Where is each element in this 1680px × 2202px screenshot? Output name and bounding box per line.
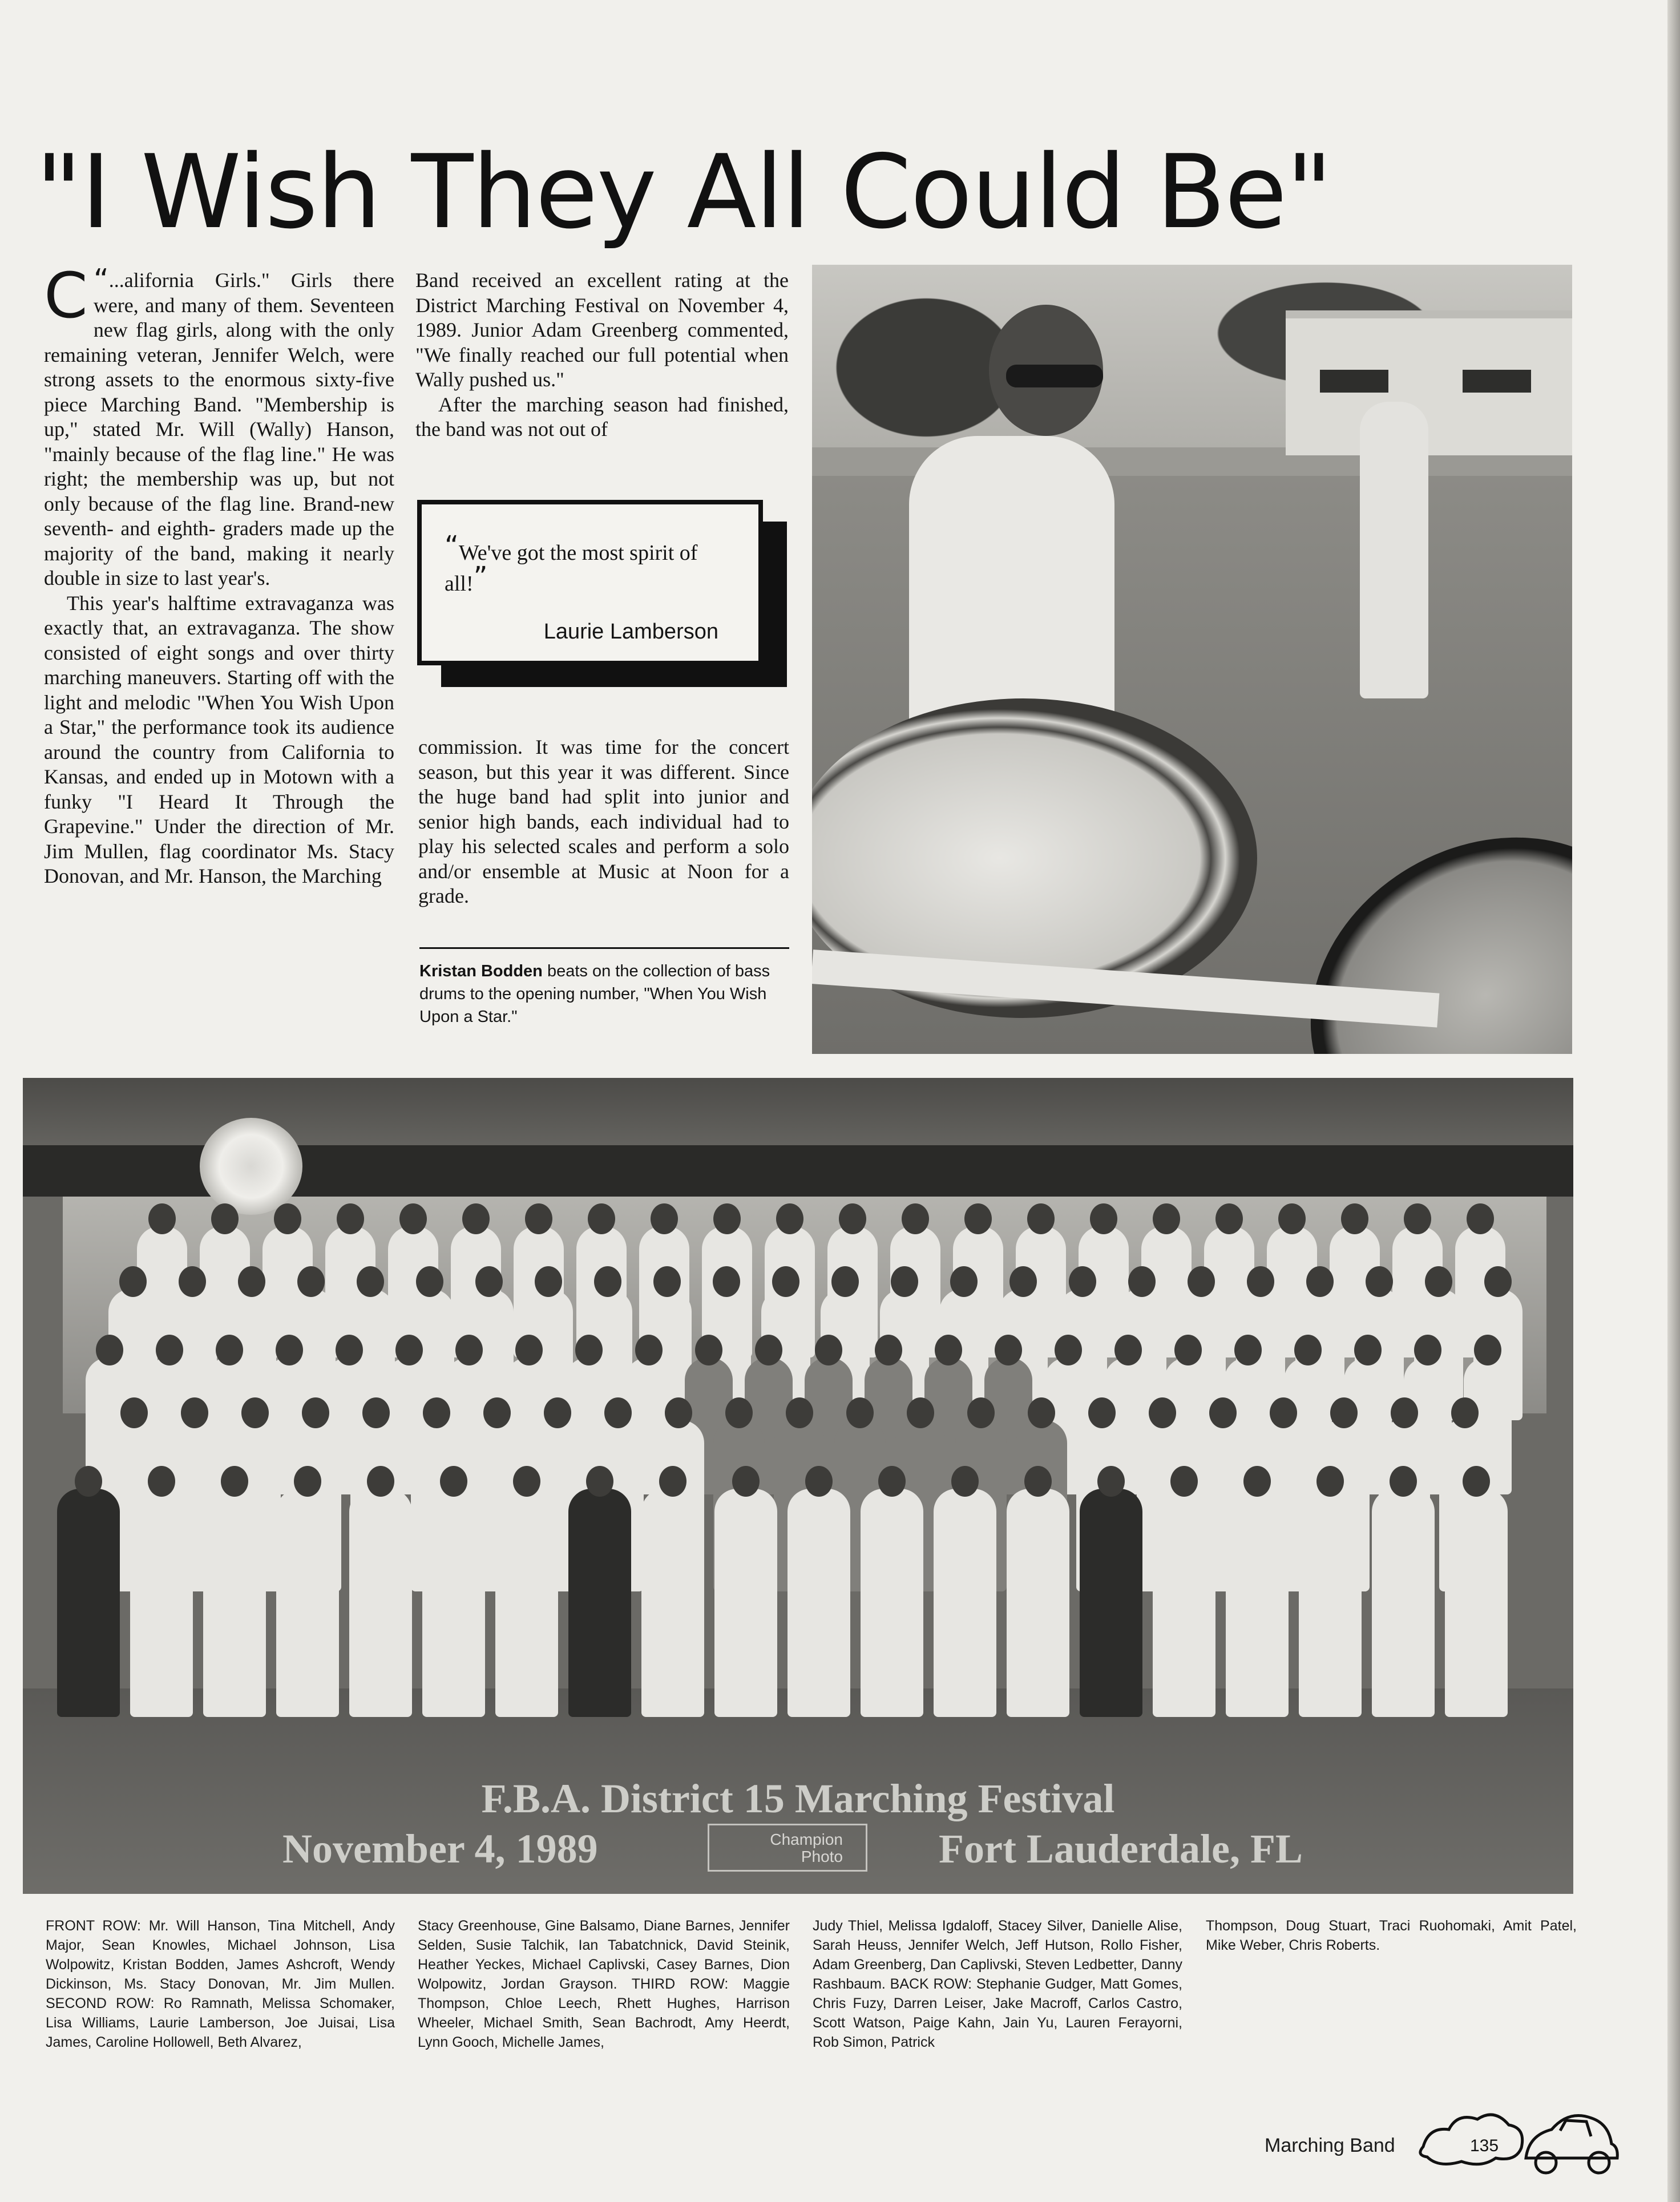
band-member-head — [755, 1335, 782, 1365]
car-and-cloud-icon — [1418, 2095, 1623, 2181]
band-member-head — [1097, 1466, 1125, 1497]
band-member-head — [1414, 1335, 1441, 1365]
article-paragraph-2: This year's halftime extravaganza was exactly that, an extravaganza. The show consisted of eight songs and over thirty marching maneuvers. Starting off with the light and melodic "When You Wish Upon a Star," the performance took its audience around the country from California to Kansas, and ended up in Motown with a funky "I Heard It Through the Grapevine." Under the direction of Mr. Jim Mullen, flag coordinator Ms. Stacy Donovan, and Mr. Hanson, the Marching — [44, 591, 394, 887]
article-paragraph-3: Band received an excellent rating at the District Marching Festival on November 4, 1989. Junior Adam Greenberg commented, "We finally reached our full potential when Wally pushed us." — [415, 269, 789, 391]
band-member-head — [653, 1266, 681, 1297]
band-member — [1372, 1489, 1435, 1717]
band-member-head — [805, 1466, 833, 1497]
band-member-head — [96, 1335, 123, 1365]
band-member-head — [950, 1266, 978, 1297]
band-member-head — [1391, 1397, 1418, 1428]
logo-line-2: Photo — [801, 1848, 843, 1865]
band-member-head — [1188, 1266, 1215, 1297]
band-member — [203, 1489, 266, 1717]
pullquote-text-wrap: “We've got the most spirit of all!” — [445, 530, 698, 596]
band-member-head — [535, 1266, 562, 1297]
band-member-head — [732, 1466, 760, 1497]
headline: "I Wish They All Could Be" — [35, 133, 1332, 251]
band-member — [934, 1489, 996, 1717]
band-member-head — [337, 1203, 364, 1234]
band-member — [641, 1489, 704, 1717]
band-member-head — [1278, 1203, 1306, 1234]
band-member-head — [878, 1466, 906, 1497]
band-member-head — [1484, 1266, 1512, 1297]
band-member-head — [1149, 1397, 1176, 1428]
band-member-head — [1024, 1466, 1052, 1497]
band-member-head — [525, 1203, 552, 1234]
pullquote-attribution: Laurie Lamberson — [543, 620, 718, 644]
band-member-head — [1069, 1266, 1096, 1297]
band-member-head — [586, 1466, 613, 1497]
band-member-head — [148, 1466, 175, 1497]
building — [1286, 310, 1572, 455]
band-member-head — [362, 1397, 390, 1428]
band-member-head — [1090, 1203, 1117, 1234]
bystander — [1360, 402, 1428, 698]
band-member-head — [75, 1466, 102, 1497]
caption-name: Kristan Bodden — [419, 962, 543, 980]
band-member-head — [336, 1335, 363, 1365]
band-member — [422, 1489, 485, 1717]
band-member — [57, 1489, 120, 1717]
band-member-head — [1153, 1203, 1180, 1234]
band-member-head — [1170, 1466, 1198, 1497]
band-member — [568, 1489, 631, 1717]
band-member-head — [659, 1466, 686, 1497]
page-number: 135 — [1470, 2136, 1499, 2155]
photo-place: Fort Lauderdale, FL — [939, 1826, 1303, 1872]
band-member-head — [772, 1266, 799, 1297]
band-member-head — [357, 1266, 384, 1297]
band-member-head — [891, 1266, 918, 1297]
band-member — [276, 1489, 339, 1717]
band-member-head — [1366, 1266, 1393, 1297]
band-member-head — [1247, 1266, 1274, 1297]
pullquote-text: We've got the most spirit of all! — [445, 541, 698, 596]
band-member-head — [575, 1335, 603, 1365]
article-column-2-continued — [418, 735, 789, 909]
band-member-head — [455, 1335, 483, 1365]
band-member-head — [588, 1203, 615, 1234]
band-member-head — [395, 1335, 423, 1365]
caption-text: beats on the collection of bass drums to the opening number, "When You Wish Upon a Star." — [419, 962, 770, 1026]
band-member-head — [902, 1203, 929, 1234]
band-member-head — [1316, 1466, 1344, 1497]
band-member-head — [294, 1466, 321, 1497]
band-member-head — [1467, 1203, 1494, 1234]
band-member-head — [776, 1203, 803, 1234]
band-member-head — [635, 1335, 663, 1365]
band-member-head — [1354, 1335, 1382, 1365]
sousaphone-bell — [200, 1118, 302, 1215]
names-column-2: Stacy Greenhouse, Gine Balsamo, Diane Barnes, Jennifer Selden, Susie Talchik, Ian Tabatchnick, David Steinik, Heather Yeckes, Michael Caplivski, Casey Barnes, Dion Wolpowitz, Jordan Grayson. THIRD ROW: Maggie Thompson, Chloe Leech, Rhett Hughes, Harrison Wheeler, Michael Smith, Sean Bachrodt, Amy Heerdt, Lynn Gooch, Michelle James, — [418, 1918, 790, 2050]
band-member-head — [935, 1335, 962, 1365]
article-paragraph-5: commission. It was time for the concert season, but this year it was different. Since the huge band had split into junior and senior high bands, each individual had to play his selected scales and perform a solo and/or ensemble at Music at Noon for a grade. — [418, 736, 789, 907]
band-member — [1007, 1489, 1069, 1717]
band-member-head — [1341, 1203, 1368, 1234]
band-member-head — [216, 1335, 243, 1365]
band-member-head — [1451, 1397, 1479, 1428]
band-member-head — [1463, 1466, 1490, 1497]
band-member-head — [211, 1203, 239, 1234]
band-member-head — [120, 1397, 148, 1428]
band-member-head — [1028, 1397, 1055, 1428]
article-paragraph-1: “... C alifornia Girls." Girls there were, and many of them. Seventeen new flag girls, along with the only remaining veteran, Jennifer Welch, were strong assets to the enormous sixty-five piece Marching Band. "Membership is up," stated Mr. Will (Wally) Hanson, "mainly because of the flag line." He was right; the membership was up, but not only because of the flag line. Brand-new seventh- and eighth- graders made up the majority of the band, making it nearly double in size to last year's. — [44, 259, 394, 589]
band-member-head — [1294, 1335, 1322, 1365]
names-column-4: Thompson, Doug Stuart, Traci Ruohomaki, Amit Patel, Mike Weber, Chris Roberts. — [1206, 1918, 1577, 1953]
band-member-head — [846, 1397, 874, 1428]
band-member — [495, 1489, 558, 1717]
band-member-head — [1390, 1466, 1417, 1497]
band-member-head — [1174, 1335, 1202, 1365]
band-member — [1299, 1489, 1362, 1717]
band-member-head — [951, 1466, 979, 1497]
pullquote-box — [417, 500, 763, 665]
names-column-3: Judy Thiel, Melissa Igdaloff, Stacey Silver, Danielle Alise, Sarah Heuss, Jennifer Welch, Jeff Hutson, Rollo Fisher, Adam Greenberg, Dan Caplivski, Steven Ledbetter, Danny Rashbaum. BACK ROW: Stephanie Gudger, Matt Gomes, Chris Fuzy, Darren Leiser, Jake Macroff, Carlos Castro, Scott Watson, Paige Kahn, Jain Yu, Lauren Ferayorni, Rob Simon, Patrick — [813, 1918, 1182, 2050]
band-member-head — [221, 1466, 248, 1497]
band-member-head — [967, 1397, 995, 1428]
logo-line-1: Champion — [770, 1831, 843, 1848]
band-member-head — [399, 1203, 427, 1234]
band-member — [861, 1489, 923, 1717]
band-member — [1226, 1489, 1289, 1717]
band-member-head — [513, 1466, 540, 1497]
band-member-head — [367, 1466, 394, 1497]
band-member-head — [725, 1397, 753, 1428]
band-member-head — [423, 1397, 450, 1428]
band-member-head — [1088, 1397, 1116, 1428]
band-member-head — [274, 1203, 301, 1234]
band-member — [788, 1489, 850, 1717]
band-member — [1153, 1489, 1215, 1717]
band-member-head — [515, 1335, 543, 1365]
band-member-head — [1114, 1335, 1142, 1365]
band-member-head — [544, 1397, 571, 1428]
band-member-head — [1234, 1335, 1262, 1365]
band-member-head — [964, 1203, 992, 1234]
band-member-head — [1425, 1266, 1452, 1297]
band-member-head — [651, 1203, 678, 1234]
band-member-head — [713, 1203, 741, 1234]
band-member-head — [604, 1397, 632, 1428]
band-member — [130, 1489, 193, 1717]
band-member-head — [1215, 1203, 1243, 1234]
band-member-head — [665, 1397, 692, 1428]
band-member-head — [1209, 1397, 1237, 1428]
band-member-head — [241, 1397, 269, 1428]
band-member-head — [594, 1266, 621, 1297]
band-member-head — [786, 1397, 813, 1428]
footer-section-label: Marching Band — [1265, 2135, 1395, 2156]
band-member-head — [276, 1335, 303, 1365]
band-member-head — [1243, 1466, 1271, 1497]
band-member-head — [475, 1266, 503, 1297]
photo-title: F.B.A. District 15 Marching Festival — [481, 1776, 1115, 1821]
photo-date: November 4, 1989 — [282, 1826, 598, 1872]
band-member-head — [1027, 1203, 1055, 1234]
band-member-head — [713, 1266, 740, 1297]
band-member-head — [462, 1203, 490, 1234]
page-edge — [1667, 0, 1680, 2202]
band-member-head — [831, 1266, 859, 1297]
drop-cap: C — [44, 259, 88, 332]
band-member-head — [907, 1397, 934, 1428]
band-member-head — [875, 1335, 902, 1365]
band-member-head — [416, 1266, 443, 1297]
band-group-photo — [23, 1078, 1573, 1894]
article-paragraph-1-text: alifornia Girls." Girls there were, and many of them. Seventeen new flag girls, along with the only remaining veteran, Jennifer Welch, were strong assets to the enormous sixty-five piece Marching Band. "Membership is up," stated Mr. Will (Wally) Hanson, "mainly because of the flag line." He was right; the membership was up, but not only because of the flag line. Brand-new seventh- and eighth- graders made up the majority of the band, making it nearly double in size to last year's. — [44, 269, 394, 589]
photographer-logo — [708, 1824, 867, 1872]
band-member-head — [1306, 1266, 1334, 1297]
article-column-1 — [44, 259, 394, 889]
band-member — [349, 1489, 412, 1717]
article-lead-ellipsis: ... — [108, 269, 124, 292]
names-column-1: FRONT ROW: Mr. Will Hanson, Tina Mitchell, Andy Major, Sean Knowles, Michael Johnson, Lisa Wolpowitz, Kristan Bodden, James Ashcroft, Wendy Dickinson, Ms. Stacy Donovan, Mr. Jim Mullen. SECOND ROW: Ro Ramnath, Melissa Schomaker, Lisa Williams, Laurie Lamberson, Joe Juisai, Lisa James, Caroline Hollowell, Beth Alvarez, — [46, 1918, 395, 2050]
band-member-head — [297, 1266, 325, 1297]
article-paragraph-4: After the marching season had finished, the band was not out of — [415, 393, 789, 441]
band-member-head — [302, 1397, 329, 1428]
band-member-head — [483, 1397, 511, 1428]
band-member-head — [440, 1466, 467, 1497]
article-column-2 — [415, 268, 789, 442]
band-member — [714, 1489, 777, 1717]
band-member-head — [1404, 1203, 1431, 1234]
band-member-head — [1055, 1335, 1082, 1365]
band-member-head — [1474, 1335, 1501, 1365]
band-member-head — [815, 1335, 842, 1365]
band-member-head — [1128, 1266, 1156, 1297]
band-member-head — [1330, 1397, 1358, 1428]
drummer-photo — [812, 265, 1572, 1054]
caption-divider — [419, 947, 789, 949]
band-member-head — [179, 1266, 206, 1297]
band-member-head — [1270, 1397, 1297, 1428]
band-member-head — [238, 1266, 265, 1297]
band-member — [1445, 1489, 1508, 1717]
band-member-head — [1009, 1266, 1037, 1297]
band-member-head — [695, 1335, 722, 1365]
band-member-head — [148, 1203, 176, 1234]
band-member-head — [839, 1203, 866, 1234]
sunglasses — [1006, 365, 1103, 387]
drum-photo-caption — [419, 960, 791, 1028]
band-member-head — [156, 1335, 183, 1365]
band-member-head — [181, 1397, 208, 1428]
band-member-head — [995, 1335, 1022, 1365]
band-member-head — [119, 1266, 147, 1297]
band-member — [1080, 1489, 1142, 1717]
